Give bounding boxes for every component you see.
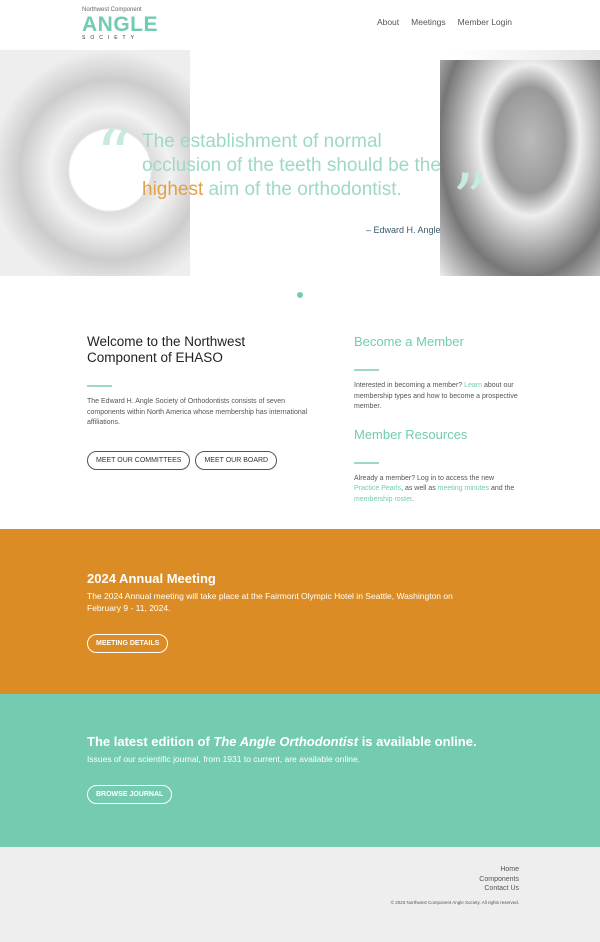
footer bbox=[0, 847, 600, 942]
become-member-title: Become a Member bbox=[354, 334, 464, 349]
main-content bbox=[0, 298, 600, 529]
close-quote-icon: ” bbox=[452, 159, 488, 241]
footer-components-link[interactable]: Components bbox=[479, 875, 519, 883]
welcome-text: The Edward H. Angle Society of Orthodontists consists of seven components within North America whose membership has international affiliations. bbox=[87, 398, 308, 426]
text: is available online. bbox=[358, 734, 477, 749]
membership-roster-link[interactable]: membership roster bbox=[354, 495, 412, 503]
header bbox=[0, 0, 600, 50]
meet-committees-button[interactable]: MEET OUR COMMITTEES bbox=[87, 451, 190, 470]
divider bbox=[354, 462, 379, 464]
meeting-text: The 2024 Annual meeting will take place at the Fairmont Olympic Hotel in Seattle, Washington on February 9 - 11, 2024. bbox=[87, 591, 453, 613]
member-text bbox=[354, 381, 519, 413]
nav bbox=[377, 17, 512, 27]
quote-text-end: aim of the orthodontist. bbox=[203, 179, 402, 200]
divider bbox=[354, 369, 379, 371]
logo-main: ANGLE bbox=[82, 13, 158, 36]
journal-section bbox=[0, 694, 600, 847]
footer-contact-link[interactable]: Contact Us bbox=[484, 885, 519, 892]
text: . bbox=[411, 495, 414, 503]
text: Interested in becoming a member? bbox=[354, 382, 465, 389]
text: about our membership types and how to become a prospective member. bbox=[354, 382, 518, 410]
resources-text bbox=[354, 474, 519, 506]
practice-pearls-link[interactable]: Practice Pearls bbox=[354, 485, 402, 492]
open-quote-icon: “ bbox=[96, 115, 132, 197]
footer-home-link[interactable]: Home bbox=[500, 866, 519, 873]
welcome-title: Welcome to the Northwest Component of EHASO bbox=[87, 334, 246, 365]
member-resources-title: Member Resources bbox=[354, 426, 468, 442]
text: , as well as bbox=[401, 485, 438, 492]
browse-journal-button[interactable]: BROWSE JOURNAL bbox=[87, 785, 172, 804]
logo-small: Northwest Component bbox=[82, 7, 142, 13]
meeting-details-button[interactable]: MEETING DETAILS bbox=[87, 634, 168, 653]
quote-highlight: highest bbox=[142, 179, 204, 200]
logo-sub: SOCIETY bbox=[82, 35, 139, 41]
divider bbox=[87, 385, 112, 387]
meeting-minutes-link[interactable]: meeting minutes bbox=[437, 485, 490, 492]
copyright: © 2023 Northwest Component Angle Society. All rights reserved. bbox=[390, 899, 519, 905]
nav-member-login[interactable]: Member Login bbox=[457, 17, 512, 27]
nav-about[interactable]: About bbox=[376, 17, 400, 27]
annual-meeting-section bbox=[0, 529, 600, 694]
hero-slider bbox=[0, 50, 600, 276]
meet-board-button[interactable]: MEET OUR BOARD bbox=[195, 451, 277, 470]
journal-name: The Angle Orthodontist bbox=[213, 734, 359, 749]
quote-text: The establishment of normal occlusion of the teeth should be the bbox=[142, 131, 441, 176]
text: and the bbox=[489, 485, 515, 492]
journal-title bbox=[87, 734, 600, 750]
text: The latest edition of bbox=[87, 734, 214, 749]
meeting-title: 2024 Annual Meeting bbox=[87, 571, 216, 586]
nav-meetings[interactable]: Meetings bbox=[411, 17, 446, 27]
journal-text: Issues of our scientific journal, from 1931 to current, are available online. bbox=[87, 754, 361, 764]
logo[interactable] bbox=[82, 7, 158, 41]
text: Already a member? Log in to access the new bbox=[354, 474, 495, 482]
learn-link[interactable]: Learn bbox=[464, 382, 483, 389]
hero-quote bbox=[142, 130, 462, 202]
quote-author: – Edward H. Angle bbox=[366, 225, 441, 235]
